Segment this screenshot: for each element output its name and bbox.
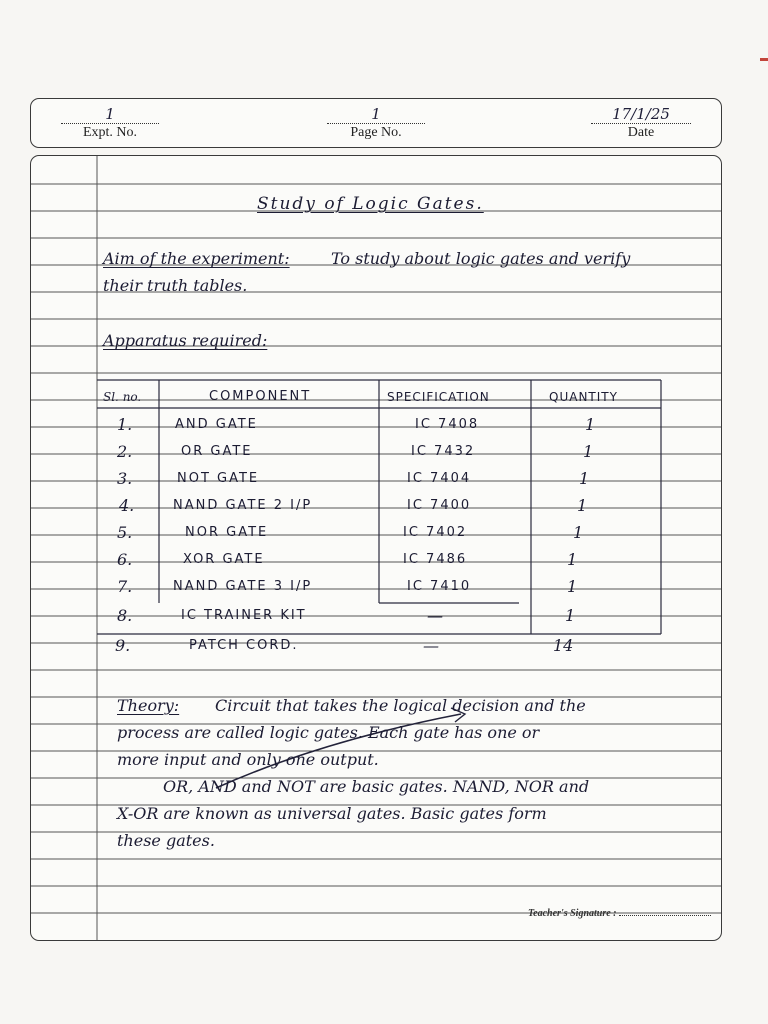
row-component: XOR GATE (183, 552, 265, 567)
row-quantity: 1 (565, 606, 576, 625)
theory-line-2: process are called logic gates. Each gate has one or (117, 723, 540, 742)
page-no-field (327, 105, 425, 141)
row-sl-no: 1. (117, 415, 133, 434)
page-title: Study of Logic Gates. (257, 194, 484, 214)
expt-no-field (61, 105, 159, 141)
aim-label: Aim of the experiment: (103, 249, 290, 268)
table-header-row (31, 387, 721, 407)
header-sl-no: Sl. no. (103, 390, 142, 404)
date-field (591, 105, 691, 141)
row-specification: IC 7404 (407, 471, 472, 486)
header-specification: SPECIFICATION (387, 390, 490, 404)
theory-label: Theory: (117, 696, 180, 715)
row-specification: — (423, 636, 439, 655)
theory-line-6: these gates. (117, 831, 215, 850)
table-row (31, 636, 721, 656)
row-sl-no: 2. (117, 442, 133, 461)
theory-line-3: more input and only one output. (117, 750, 379, 769)
row-specification: IC 7408 (415, 417, 480, 432)
expt-no-label: Expt. No. (82, 125, 138, 140)
row-sl-no: 9. (115, 636, 131, 655)
row-quantity: 1 (577, 496, 588, 515)
aim-text-line2: their truth tables. (103, 276, 248, 295)
header-component: COMPONENT (209, 389, 312, 404)
row-specification: IC 7402 (403, 525, 468, 540)
header-quantity: QUANTITY (549, 390, 618, 404)
header-box (30, 98, 722, 148)
row-specification: IC 7486 (403, 552, 468, 567)
table-row (31, 606, 721, 626)
aim-text-line1: To study about logic gates and verify (331, 249, 631, 268)
expt-no-value: 1 (61, 105, 159, 124)
row-sl-no: 5. (117, 523, 133, 542)
table-row (31, 442, 721, 462)
row-component: NOT GATE (177, 471, 260, 486)
row-sl-no: 8. (117, 606, 133, 625)
row-component: NAND GATE 2 I/P (173, 498, 313, 513)
row-specification: IC 7400 (407, 498, 472, 513)
row-specification: IC 7432 (411, 444, 476, 459)
row-component: IC TRAINER KIT (181, 608, 307, 623)
red-pen-mark (760, 58, 768, 61)
date-value: 17/1/25 (591, 105, 691, 124)
row-sl-no: 4. (119, 496, 135, 515)
theory-line-5: X-OR are known as universal gates. Basic gates form (117, 804, 547, 823)
row-component: NAND GATE 3 I/P (173, 579, 313, 594)
row-quantity: 1 (585, 415, 596, 434)
row-sl-no: 7. (117, 577, 133, 596)
ruled-sheet (30, 155, 722, 941)
row-quantity: 1 (567, 577, 578, 596)
date-label: Date (627, 125, 655, 140)
signature-line (619, 915, 711, 916)
table-row (31, 550, 721, 570)
table-row (31, 523, 721, 543)
row-component: OR GATE (181, 444, 253, 459)
row-quantity: 1 (573, 523, 584, 542)
row-quantity: 1 (567, 550, 578, 569)
teacher-signature (528, 908, 711, 919)
row-component: AND GATE (175, 417, 258, 432)
row-sl-no: 3. (117, 469, 133, 488)
row-quantity: 14 (553, 636, 574, 655)
row-quantity: 1 (579, 469, 590, 488)
table-row (31, 469, 721, 489)
row-component: PATCH CORD. (189, 638, 299, 653)
table-row (31, 415, 721, 435)
theory-line-4: OR, AND and NOT are basic gates. NAND, NOR and (163, 777, 590, 796)
apparatus-label: Apparatus required: (103, 331, 268, 350)
page-no-value: 1 (327, 105, 425, 124)
teacher-signature-label: Teacher's Signature : (527, 908, 617, 919)
table-row (31, 496, 721, 516)
table-row (31, 577, 721, 597)
page-no-label: Page No. (350, 125, 402, 140)
row-component: NOR GATE (185, 525, 269, 540)
row-specification: IC 7410 (407, 579, 472, 594)
row-specification: — (427, 606, 443, 625)
row-quantity: 1 (583, 442, 594, 461)
row-sl-no: 6. (117, 550, 133, 569)
theory-line-1: Circuit that takes the logical decision and the (215, 696, 586, 715)
